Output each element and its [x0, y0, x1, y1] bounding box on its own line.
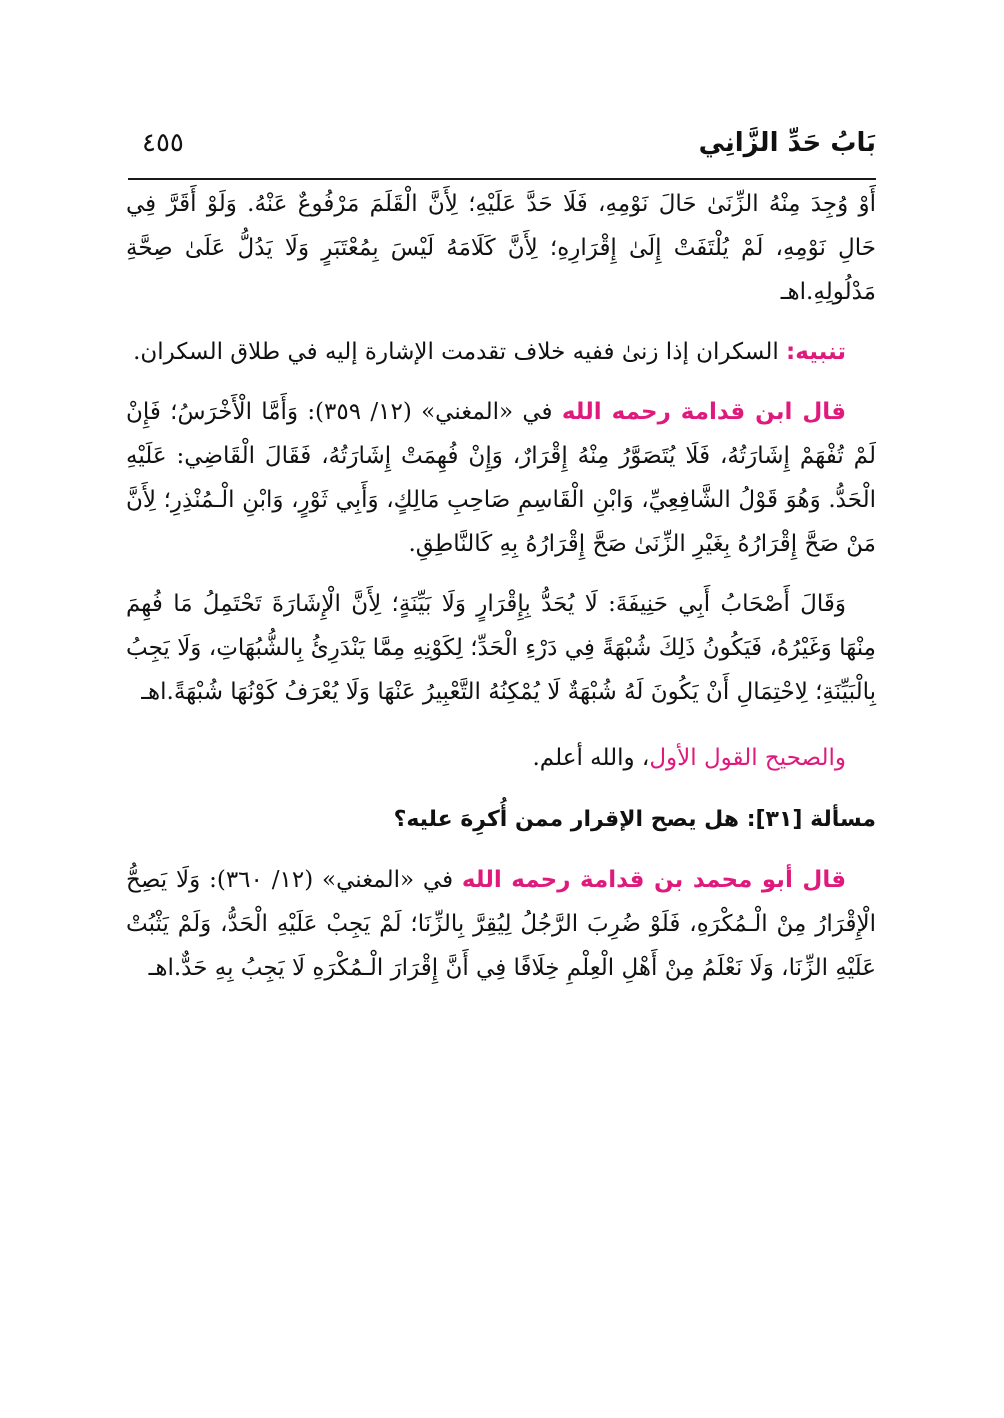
quote-ibn-qudama [126, 390, 876, 566]
chapter-title: بَابُ حَدِّ الزَّانِي [698, 128, 876, 158]
page-number: ٤٥٥ [142, 128, 184, 158]
note-label: تنبيه: [786, 339, 846, 365]
conclusion-highlight: والصحيح القول الأول [649, 745, 846, 771]
quote-text: في «المغني» (١٢/ ٣٥٩): وَأَمَّا الْأَخْرَسُ؛ فَإِنْ لَمْ تُفْهَمْ إِشَارَتُهُ، فَلَا يُتَصَوَّرُ مِنْهُ إِقْرَارٌ، وَإِنْ فُهِمَتْ إِشَارَتُهُ، فَقَالَ الْقَاضِي: عَلَيْهِ الْحَدُّ. وَهُوَ قَوْلُ الشَّافِعِيِّ، وَابْنِ الْقَاسِمِ صَاحِبِ مَالِكٍ، وَأَبِي ثَوْرٍ، وَابْنِ الْـمُنْذِرِ؛ لِأَنَّ مَنْ صَحَّ إِقْرَارُهُ بِغَيْرِ الزِّنَىٰ صَحَّ إِقْرَارُهُ بِهِ كَالنَّاطِقِ. [126, 399, 876, 557]
issue-heading: مسألة [٣١]: هل يصح الإقرار ممن أُكرِهَ عليه؟ [393, 807, 876, 832]
quote-abu-muhammad [126, 858, 876, 990]
quote-speaker: قال أبو محمد بن قدامة رحمه الله [461, 867, 847, 893]
paragraph-continuation: أَوْ وُجِدَ مِنْهُ الزِّنَىٰ حَالَ نَوْمِهِ، فَلَا حَدَّ عَلَيْهِ؛ لِأَنَّ الْقَلَمَ مَرْفُوعٌ عَنْهُ. وَلَوْ أَقَرَّ فِي حَالِ نَوْمِهِ، لَمْ يُلْتَفَتْ إِلَىٰ إِقْرَارِهِ؛ لِأَنَّ كَلَامَهُ لَيْسَ بِمُعْتَبَرٍ وَلَا يَدُلُّ عَلَىٰ صِحَّةِ مَدْلُولِهِ.اهـ [126, 191, 876, 305]
paragraph-hanafi-view: وَقَالَ أَصْحَابُ أَبِي حَنِيفَةَ: لَا يُحَدُّ بِإِقْرَارٍ وَلَا بَيِّنَةٍ؛ لِأَنَّ الْإِشَارَةَ تَحْتَمِلُ مَا فُهِمَ مِنْهَا وَغَيْرُهُ، فَيَكُونُ ذَلِكَ شُبْهَةً فِي دَرْءِ الْحَدِّ؛ لِكَوْنِهِ مِمَّا يَنْدَرِئُ بِالشُّبُهَاتِ، وَلَا يَجِبُ بِالْبَيِّنَةِ؛ لِاحْتِمَالِ أَنْ يَكُونَ لَهُ شُبْهَةٌ لَا يُمْكِنُهُ التَّعْبِيرُ عَنْهَا وَلَا يُعْرَفُ كَوْنُهَا شُبْهَةً.اهـ [126, 591, 876, 705]
page-body [126, 180, 876, 990]
conclusion-line [126, 736, 876, 780]
quote-speaker: قال ابن قدامة رحمه الله [561, 399, 846, 425]
conclusion-text: ، والله أعلم. [532, 745, 650, 771]
note-text: السكران إذا زنىٰ ففيه خلاف تقدمت الإشارة إليه في طلاق السكران. [133, 339, 787, 365]
running-header [128, 128, 876, 176]
quote-text: في «المغني» (١٢/ ٣٦٠): وَلَا يَصِحُّ الْإِقْرَارُ مِنْ الْـمُكْرَهِ، فَلَوْ ضُرِبَ الرَّجُلُ لِيُقِرَّ بِالزِّنَا؛ لَمْ يَجِبْ عَلَيْهِ الْحَدُّ، وَلَمْ يَثْبُتْ عَلَيْهِ الزِّنَا، وَلَا نَعْلَمُ مِنْ أَهْلِ الْعِلْمِ خِلَافًا فِي أَنَّ إِقْرَارَ الْـمُكْرَهِ لَا يَجِبُ بِهِ حَدٌّ.اهـ [126, 867, 876, 981]
note-paragraph [126, 330, 876, 374]
